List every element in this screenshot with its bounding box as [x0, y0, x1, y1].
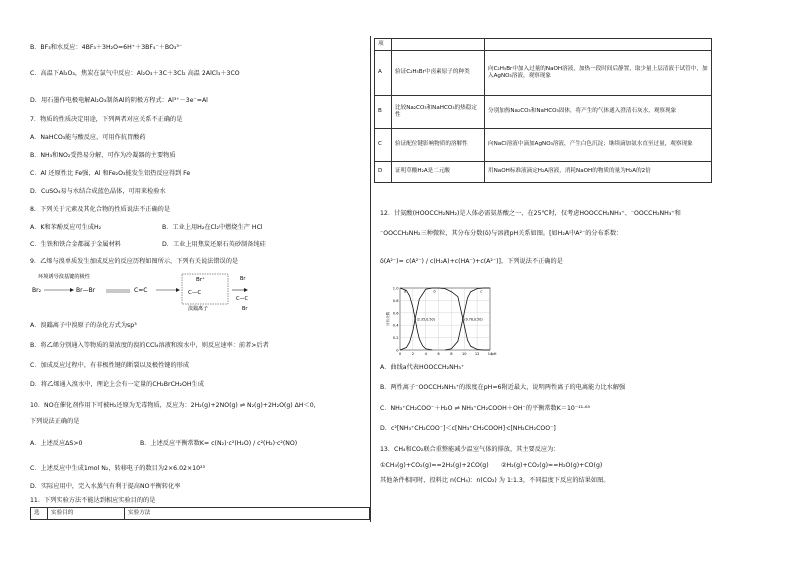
- text-line: C．生铁和铁合金都属于金属材料: [30, 241, 121, 248]
- y-tick-label: 1.0: [392, 286, 399, 291]
- table-cell-method: 向NaCl溶液中滴加AgNO₃溶液，产生白色沉淀；继续滴加氨水直至过量，观察现象: [485, 129, 712, 162]
- table-cell-option: C: [375, 129, 392, 162]
- x-tick-label: 10: [461, 352, 467, 356]
- x-tick-label: 4: [424, 352, 427, 356]
- table-cell-method: 用NaOH标准液滴定H₂A溶液，消耗NaOH的物质的量为H₂A的2倍: [485, 162, 712, 183]
- x-tick-label: 6: [437, 352, 440, 356]
- y-axis-label: 分布分数: [386, 311, 390, 327]
- y-tick-label: 0.8: [392, 298, 399, 303]
- table-cell-goal: 证明草酸H₂A是二元酸: [392, 162, 485, 183]
- x-axis-label: pH: [491, 352, 497, 356]
- y-tick-label: 0.4: [392, 323, 399, 328]
- table-cell-goal: 验证配位键影响物质的溶解性: [392, 129, 485, 162]
- text-line: A．曲线a代表HOOCCH₂NH₃⁺: [380, 364, 465, 371]
- text-line: A．K和苯酚反应可生成H₂: [30, 224, 102, 231]
- text-line: A．NaHCO₃能与酸反应，可用作抗胃酸药: [30, 134, 146, 141]
- text-line: C．NH₃⁺CH₂COO⁻＋H₂O ⇌ NH₃⁺CH₂COOH＋OH⁻的平衡常数K＝10⁻¹¹·⁶⁵: [380, 405, 591, 412]
- table-cell-option: B: [375, 96, 392, 129]
- series-label-c: c: [480, 288, 483, 294]
- table-cell-option: D: [375, 162, 392, 183]
- diagram-env-label: 环境诱导溴基键的极性: [38, 274, 90, 280]
- text-line: 其他条件相同时，投料比 n(CH₄)：n(CO₂) 为 1:1.3，不同温度下反应的结果如图。: [380, 477, 610, 484]
- text-line: δ(A²⁻)= c(A²⁻) / c(H₂A)+c(HA⁻)+c(A²⁻)]，下列说法不正确的是: [380, 258, 563, 265]
- text-line: ①CH₄(g)+CO₂(g)==2H₂(g)+2CO(g) ②H₂(g)+CO₂(g)==H₂O(g)+CO(g): [380, 462, 603, 469]
- text-line: A．溴鎓离子中溴原子的杂化方式为sp³: [30, 322, 137, 329]
- question-7: 7．物质的性质决定用途，下列两者对应关系不正确的是: [30, 116, 183, 123]
- column-divider: [370, 36, 371, 522]
- table-cell-method: 向C₂H₅Br中加入过量的NaOH溶液，加热一段时间后静置，取少量上层清液于试管中，加入AgNO₃溶液，观察现象: [485, 51, 712, 96]
- diagram-br2: Br₂: [32, 287, 41, 294]
- reaction-mechanism-diagram: [30, 268, 260, 314]
- x-tick-label: 0: [398, 352, 402, 356]
- text-line: A．上述反应ΔS>0: [30, 440, 83, 447]
- distribution-chart: [386, 284, 498, 360]
- y-tick-label: 0.6: [392, 311, 399, 316]
- text-line: C．上述反应中生成1mol N₂，转移电子的数目为2×6.02×10²³: [30, 465, 205, 472]
- question-12: 12．甘氨酸(HOOCCH₂NH₂)是人体必需氨基酸之一，在25℃时，仅考虑HOOCCH₂NH₃⁺、⁻OOCCH₂NH₃⁺和: [380, 210, 681, 217]
- table-header-cell: 项: [375, 39, 392, 51]
- table-row: [375, 51, 712, 96]
- text-line: ⁻OOCCH₂NH₂三种微粒，其分布分数(δ)与溶液pH关系如图。[如H₂A中A²⁻的分布系数：: [380, 230, 623, 237]
- text-line: D．实际应用中，完入水蒸气有利于提高NO平衡转化率: [30, 483, 181, 490]
- series-label-b: b: [433, 288, 436, 294]
- experiment-table: [374, 38, 712, 183]
- table-cell-method: 分别加热Na₂CO₃和NaHCO₃固体，将产生的气体通入澄清石灰水，观察现象: [485, 96, 712, 129]
- question-11: 11．下列实验方法不能达到相应实验目的的是: [30, 497, 156, 504]
- question-13: 13．CH₄和CO₂联合重整能减少温室气体的排放，其主要反应为：: [380, 446, 560, 453]
- text-line: D．c²[NH₃⁺CH₂COO⁻]＜c[NH₃⁺CH₂COOH]·c[NH₂CH₂COO⁻]: [380, 425, 556, 432]
- table-cell-goal: 验证C₂H₅Br中卤素原子的种类: [392, 51, 485, 96]
- table-header-cell: 选: [31, 508, 48, 520]
- text-line: B．两性离子⁻OOCCH₂NH₃⁺的浓度在pH=6附近最大，说明两性离子的电离能力比水解强: [380, 384, 626, 391]
- text-line: D．将乙烯通入溴水中，理论上会有一定量的CH₂BrCH₂OH生成: [30, 381, 204, 388]
- table-header-cell: 实验方法: [125, 508, 370, 520]
- svg-text:C=C: C=C: [134, 287, 148, 294]
- table-header-cell: [485, 39, 712, 51]
- y-tick-label: 0: [396, 348, 399, 353]
- text-line: B．NH₃和NO₂受热易分解，可作为冷凝器的主要物质: [30, 152, 176, 159]
- svg-text:Br—Br: Br—Br: [76, 287, 96, 294]
- table-row: [375, 129, 712, 162]
- table-row: [375, 96, 712, 129]
- text-line: C．高温下Al₂O₃，焦炭在氯气中反应：Al₂O₃＋3C＋3Cl₂ 高温 2AlCl₃＋3CO: [30, 70, 240, 77]
- svg-text:Br⁺: Br⁺: [196, 277, 205, 283]
- svg-text:Br: Br: [242, 306, 248, 312]
- x-tick-label: 12: [474, 352, 480, 356]
- y-tick-label: 0.2: [392, 336, 399, 341]
- annotation-label: (2.35,0.50): [416, 317, 435, 322]
- text-line: D．用石墨作电极电解Al₂O₃制备Al的阴极方程式：Al³⁺－3e⁻=Al: [30, 97, 208, 104]
- x-tick-label: 8: [450, 352, 453, 356]
- svg-text:C—C: C—C: [188, 290, 202, 296]
- diagram-ion-label: 溴鎓离子: [188, 306, 209, 312]
- table-header-cell: [392, 39, 485, 51]
- table-header-cell: 实验目的: [48, 508, 125, 520]
- experiment-table-head: [30, 507, 370, 520]
- text-line: B．将乙烯分别通入等物质的量浓度的溴的CCl₄溶液和溴水中，则反应速率：前者>后者: [30, 342, 269, 349]
- text-line: C．加成反应过程中，有非极性键的断裂以及极性键的形成: [30, 362, 190, 369]
- text-line: B．工业上用H₂在Cl₂中燃烧生产 HCl: [162, 224, 263, 231]
- text-line: C．Al 还原性比 Fe强，Al 和Fe₂O₃能发生铝热反应得到 Fe: [30, 170, 191, 177]
- question-8: 8．下列关于元素及其化合物的性质说法不正确的是: [30, 206, 171, 213]
- question-10: 10．NO在催化剂作用下可被H₂还原为无毒物质，反应为：2H₂(g)+2NO(g) ⇌ N₂(g)+2H₂O(g) ΔH＜0，: [30, 402, 320, 409]
- text-line: B．BF₃和水反应：4BF₃＋3H₂O=6H⁺＋3BF₄⁻＋BO₃³⁻: [30, 44, 183, 51]
- table-cell-goal: 比较Na₂CO₃和NaHCO₃的热稳定性: [392, 96, 485, 129]
- text-line: D．工业上用焦炭还原石英砂制备纯硅: [162, 241, 266, 248]
- question-9: 9．乙烯与溴单质发生加成反应的反应历程如图所示，下列有关说法错误的是: [30, 258, 239, 265]
- table-cell-option: A: [375, 51, 392, 96]
- table-row: [375, 162, 712, 183]
- annotation-label: (9.78,0.50): [464, 317, 483, 322]
- x-tick-label: 2: [411, 352, 415, 356]
- svg-text:C—C: C—C: [236, 296, 248, 302]
- text-line: 下列说法正确的是: [30, 418, 80, 425]
- text-line: B．上述反应平衡常数K= c(N₂)·c²(H₂O) / c²(H₂)·c²(NO): [140, 440, 298, 447]
- text-line: D．CuSO₄易与水结合成蓝色晶体，可用来检验水: [30, 188, 166, 195]
- svg-text:Br: Br: [240, 276, 246, 282]
- x-tick-label: 14: [487, 352, 493, 356]
- series-label-a: a: [403, 288, 407, 294]
